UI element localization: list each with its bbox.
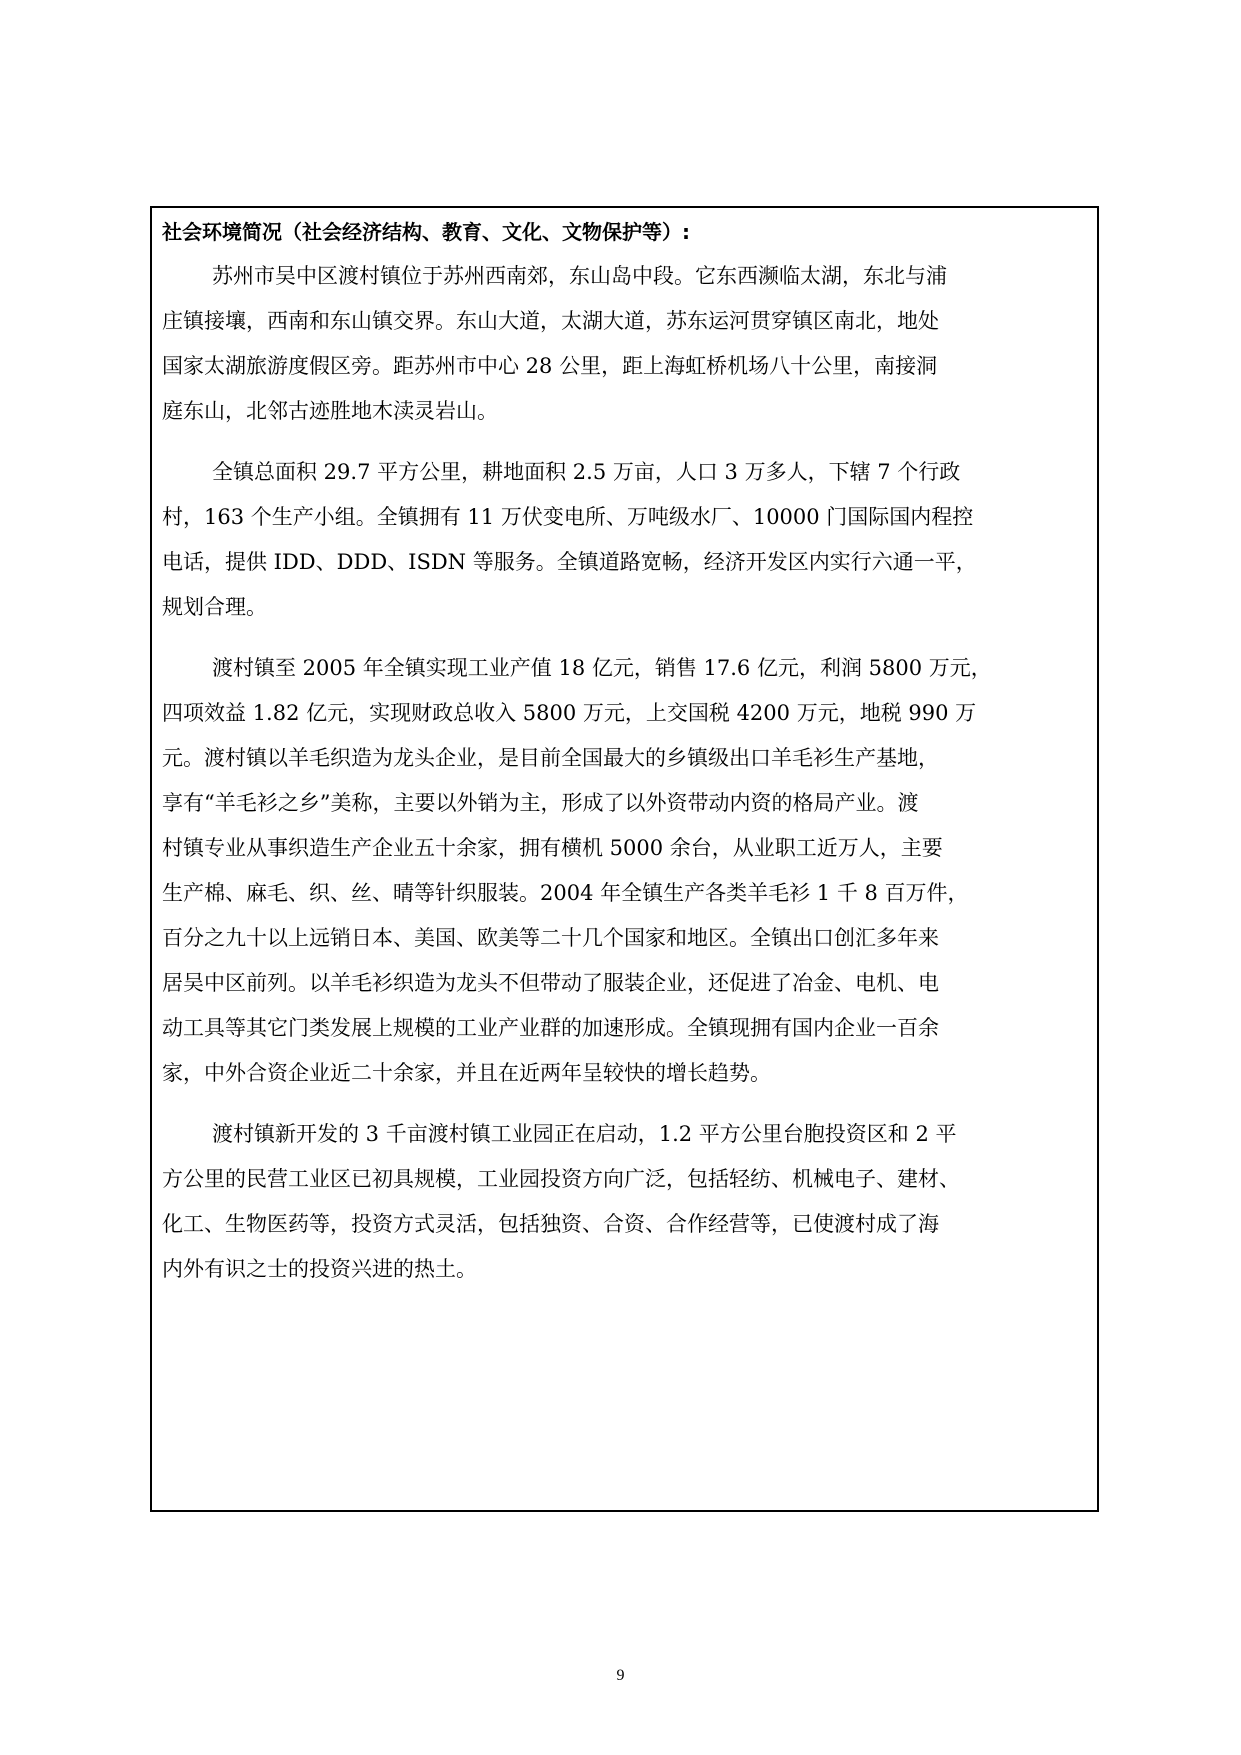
- paragraph-1-line-1: 苏州市吴中区渡村镇位于苏州西南郊，东山岛中段。它东西濒临太湖，东北与浦: [212, 264, 947, 288]
- paragraph-3-line-5: 村镇专业从事织造生产企业五十余家，拥有横机 5000 余台，从业职工近万人，主要: [162, 836, 943, 860]
- paragraph-4-line-2: 方公里的民营工业区已初具规模，工业园投资方向广泛，包括轻纺、机械电子、建材、: [162, 1167, 960, 1191]
- paragraph-4-line-1: 渡村镇新开发的 3 千亩渡村镇工业园正在启动，1.2 平方公里台胞投资区和 2 平: [212, 1122, 957, 1146]
- content-box: [150, 206, 1099, 1512]
- paragraph-3-line-3: 元。渡村镇以羊毛织造为龙头企业，是目前全国最大的乡镇级出口羊毛衫生产基地，: [162, 746, 939, 770]
- paragraph-3-line-7: 百分之九十以上远销日本、美国、欧美等二十几个国家和地区。全镇出口创汇多年来: [162, 926, 939, 950]
- paragraph-2-line-2: 村，163 个生产小组。全镇拥有 11 万伏变电所、万吨级水厂、10000 门国际国内程控: [162, 505, 974, 529]
- section-heading: 社会环境简况（社会经济结构、教育、文化、文物保护等）:: [162, 220, 690, 244]
- paragraph-4-line-4: 内外有识之士的投资兴进的热土。: [162, 1257, 477, 1281]
- paragraph-3-line-10: 家，中外合资企业近二十余家，并且在近两年呈较快的增长趋势。: [162, 1061, 771, 1085]
- paragraph-3-line-4: 享有“羊毛衫之乡”美称，主要以外销为主，形成了以外资带动内资的格局产业。渡: [162, 791, 919, 815]
- paragraph-1-line-3: 国家太湖旅游度假区旁。距苏州市中心 28 公里，距上海虹桥机场八十公里，南接洞: [162, 354, 938, 378]
- paragraph-1-line-4: 庭东山，北邻古迹胜地木渎灵岩山。: [162, 399, 498, 423]
- paragraph-3-line-1: 渡村镇至 2005 年全镇实现工业产值 18 亿元，销售 17.6 亿元，利润 5800 万元，: [212, 656, 992, 680]
- paragraph-2-line-4: 规划合理。: [162, 595, 267, 619]
- paragraph-3-line-9: 动工具等其它门类发展上规模的工业产业群的加速形成。全镇现拥有国内企业一百余: [162, 1016, 939, 1040]
- paragraph-1-line-2: 庄镇接壤，西南和东山镇交界。东山大道，太湖大道，苏东运河贯穿镇区南北，地处: [162, 309, 939, 333]
- paragraph-3-line-2: 四项效益 1.82 亿元，实现财政总收入 5800 万元，上交国税 4200 万元，地税 990 万: [162, 701, 977, 725]
- paragraph-2-line-3: 电话，提供 IDD、DDD、ISDN 等服务。全镇道路宽畅，经济开发区内实行六通一平，: [162, 550, 977, 574]
- page-number: 9: [616, 1667, 625, 1684]
- paragraph-3-line-6: 生产棉、麻毛、织、丝、晴等针织服装。2004 年全镇生产各类羊毛衫 1 千 8 百万件，: [162, 881, 969, 905]
- paragraph-3-line-8: 居吴中区前列。以羊毛衫织造为龙头不但带动了服装企业，还促进了冶金、电机、电: [162, 971, 939, 995]
- paragraph-2-line-1: 全镇总面积 29.7 平方公里，耕地面积 2.5 万亩，人口 3 万多人，下辖 7 个行政: [212, 460, 961, 484]
- paragraph-4-line-3: 化工、生物医药等，投资方式灵活，包括独资、合资、合作经营等，已使渡村成了海: [162, 1212, 939, 1236]
